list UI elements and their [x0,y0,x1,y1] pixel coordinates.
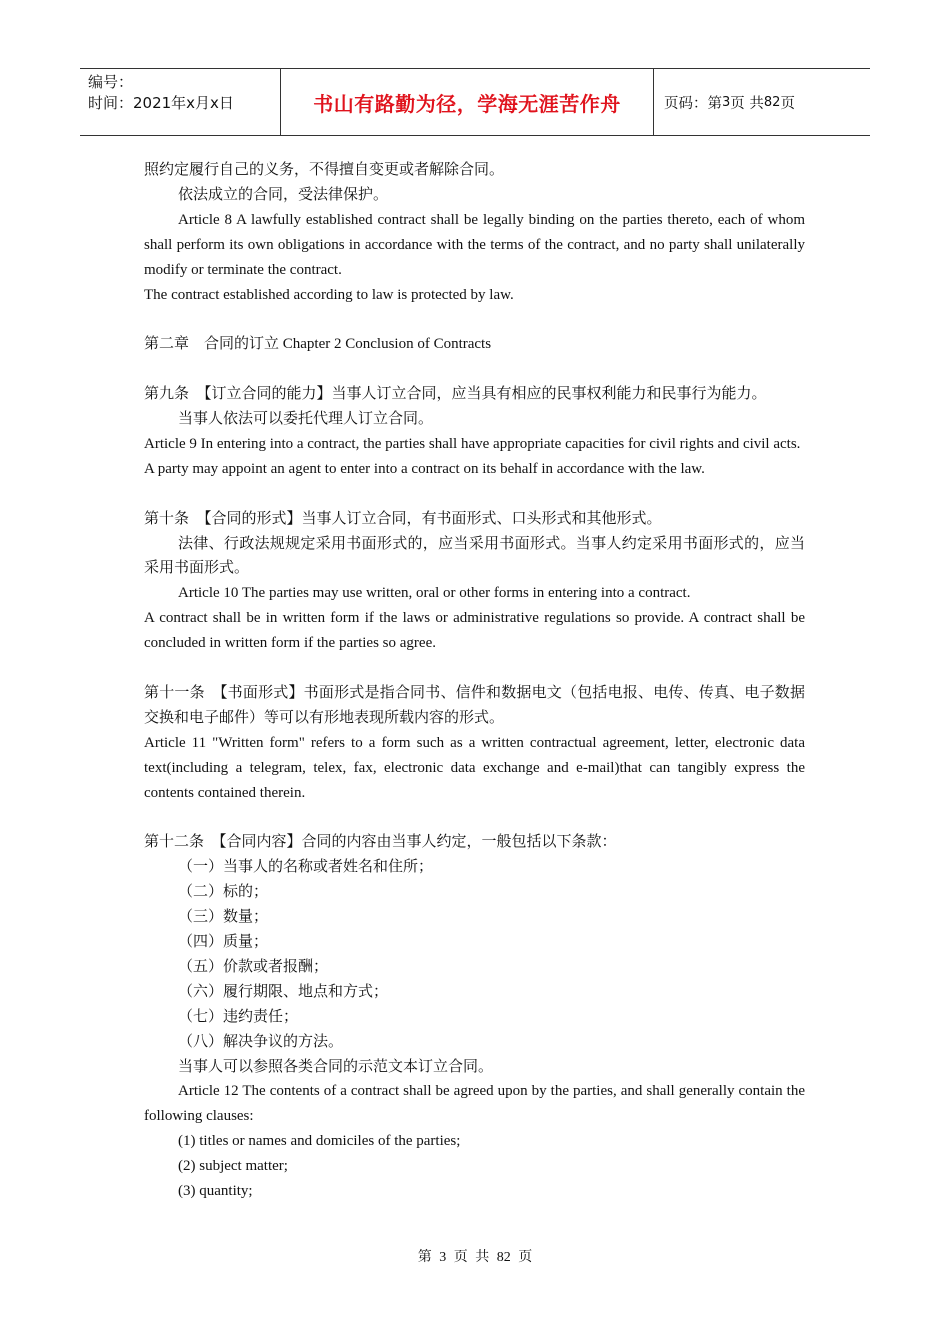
paragraph: 法律、行政法规规定采用书面形式的，应当采用书面形式。当事人约定采用书面形式的，应当采用书面形式。 [144,535,805,577]
paragraph: Article 11 "Written form" refers to a form such as a written contractual agreement, letter, electronic data text(including a telegram, telex, fax, electronic data exchange and e-mail)that can tangibly express the contents contained therein. [144,734,805,801]
paragraph: Article 9 In entering into a contract, the parties shall have appropriate capacities for civil rights and civil acts. [144,435,801,452]
page-current: 3 [722,94,731,110]
paragraph: Article 8 A lawfully established contract shall be legally binding on the parties thereto, each of whom shall perform its own obligations in accordance with the terms of the contract, and no party shall unilaterally modify or terminate the contract. [144,211,805,278]
document-number-label: 编号： [88,73,134,91]
spacer [144,357,805,382]
article-heading: 第十二条 【合同内容】合同的内容由当事人约定，一般包括以下条款： [144,834,617,851]
chapter-heading: 第二章 合同的订立 Chapter 2 Conclusion of Contracts [144,336,492,353]
article-heading: 第九条 【订立合同的能力】当事人订立合同，应当具有相应的民事权利能力和民事行为能力。 [144,386,767,403]
paragraph: 当事人可以参照各类合同的示范文本订立合同。 [178,1058,494,1075]
page-footer: 第 3 页 共 82 页 [417,1250,533,1265]
page-header [80,68,870,136]
list-item: （六）履行期限、地点和方式； [178,983,389,1000]
paragraph: Article 10 The parties may use written, oral or other forms in entering into a contract. [178,585,691,602]
paragraph: A contract shall be in written form if the laws or administrative regulations so provide. A contract shall be concluded in written form if the parties so agree. [144,610,805,652]
list-item: （四）质量； [178,934,269,951]
spacer [144,307,805,332]
list-item: （八）解决争议的方法。 [178,1033,344,1050]
header-motto: 书山有路勤为径，学海无涯苦作舟 [281,69,654,135]
list-item: （七）违约责任； [178,1008,299,1025]
document-date: 时间：2021年x月x日 [88,94,234,112]
list-item: （二）标的； [178,884,269,901]
header-page-indicator [654,69,870,135]
article-heading: 第十一条 【书面形式】书面形式是指合同书、信件和数据电文（包括电报、电传、传真、电子数据交换和电子邮件）等可以有形地表现所载内容的形式。 [144,684,805,726]
page-suffix: 页 [780,95,795,112]
spacer [144,656,805,681]
paragraph: 照约定履行自己的义务，不得擅自变更或者解除合同。 [144,162,505,178]
list-item: (3) quantity; [178,1183,253,1200]
header-meta [80,69,281,135]
list-item: （一）当事人的名称或者姓名和住所； [178,859,434,876]
paragraph: 依法成立的合同，受法律保护。 [178,186,389,203]
paragraph: 当事人依法可以委托代理人订立合同。 [178,411,434,428]
list-item: （三）数量； [178,909,269,926]
page-total: 82 [763,94,781,110]
list-item: （五）价款或者报酬； [178,958,329,975]
list-item: (2) subject matter; [178,1158,288,1175]
spacer [144,482,805,507]
paragraph: A party may appoint an agent to enter into a contract on its behalf in accordance with the law. [144,460,705,477]
document-body [144,158,805,1204]
page-mid: 页 共 [730,95,764,112]
paragraph: The contract established according to law is protected by law. [144,286,514,303]
page-prefix: 页码：第 [664,95,722,112]
article-heading: 第十条 【合同的形式】当事人订立合同，有书面形式、口头形式和其他形式。 [144,510,662,527]
paragraph: Article 12 The contents of a contract shall be agreed upon by the parties, and shall generally contain the following clauses: [144,1083,805,1125]
list-item: (1) titles or names and domiciles of the parties; [178,1133,461,1150]
spacer [144,806,805,831]
